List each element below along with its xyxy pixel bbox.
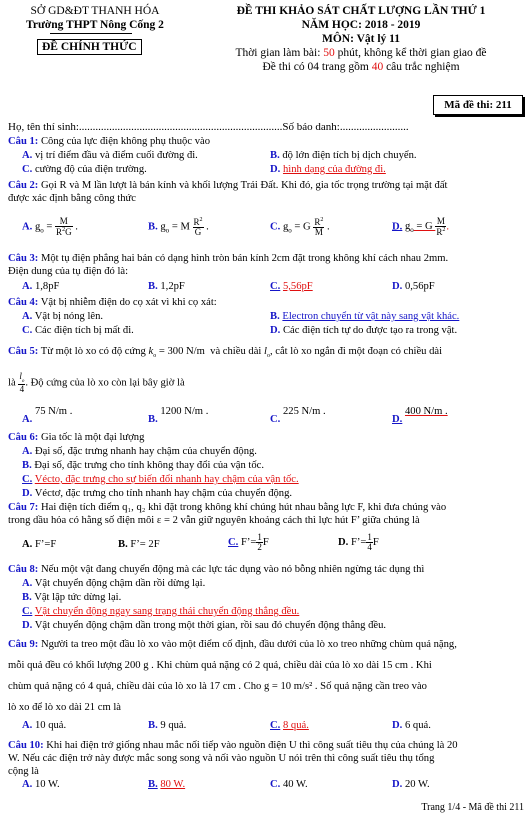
option-d[interactable]: D. 0,56pF (392, 281, 435, 292)
question-text-2: trong dầu hỏa có hằng số điện môi ε = 2 vẫn giữ nguyên khoảng cách thì lực hút F’ giữa chúng là (8, 514, 420, 526)
option-c[interactable]: C. $g_o = G$ $\frac{R^2}{M}$ . (270, 217, 330, 237)
question-label: Câu 5: (8, 346, 39, 357)
question-label: Câu 2: (8, 180, 39, 191)
option-b[interactable]: B. Vật lập tức dừng lại. (22, 592, 122, 603)
option-c-correct[interactable]: C. Vật chuyển động ngay sang trạng thái chuyển động thẳng đều. (22, 606, 300, 617)
question-text-2: Điện dung của tụ điện đó là: (8, 265, 129, 277)
time-value: 50 (323, 47, 335, 60)
option-c-correct[interactable]: C. F’= $\frac{1}{2}$ F (228, 532, 269, 552)
question-6 (8, 432, 524, 445)
option-b[interactable]: B. 1200 N/m . (148, 406, 209, 425)
question-text: Công của lực điện không phụ thuộc vào (40, 136, 210, 147)
option-a[interactable]: A. vị trí điểm đầu và điểm cuối đường đi. (22, 150, 198, 161)
time-line (196, 46, 526, 60)
question-8 (8, 564, 524, 577)
question-label: Câu 7: (8, 502, 39, 513)
question-text: Nếu một vật đang chuyển động mà các lực tác dụng vào nó bỗng nhiên ngừng tác dụng thì (40, 564, 425, 575)
option-c[interactable]: C. cường độ của điện trường. (22, 164, 147, 175)
question-label: Câu 8: (8, 564, 39, 575)
option-c[interactable]: C. Các điện tích bị mất đi. (22, 325, 134, 336)
option-a[interactable]: A. 75 N/m . (22, 406, 73, 425)
question-5-line-2: là $\frac{l_o}{4}$ . Độ cứng của lò xo còn lại bây giờ là (8, 371, 185, 394)
exam-code-box: Mã đề thi: 211 (433, 95, 523, 115)
question-text-2: được xác định bằng công thức (8, 192, 136, 204)
option-b-correct[interactable]: B. 80 W. (148, 779, 186, 790)
question-text: Gia tốc là một đại lượng (40, 432, 145, 443)
option-b[interactable]: B. $g_o = M$ $\frac{R^2}{G}$ . (148, 217, 209, 237)
option-d-correct[interactable]: D. $g_o = G$ $\frac{M}{R^2}$ . (392, 216, 450, 237)
subject: MÔN: Vật lý 11 (321, 33, 401, 46)
header-divider (50, 33, 132, 34)
time-pre: Thời gian làm bài: (235, 47, 324, 60)
option-a[interactable]: A. 10 quả. (22, 720, 67, 731)
exam-title: ĐỀ THI KHẢO SÁT CHẤT LƯỢNG LẦN THỨ 1 (236, 5, 486, 17)
question-label: Câu 3: (8, 253, 39, 264)
header-right (196, 4, 526, 74)
option-c[interactable]: C. 225 N/m . (270, 406, 326, 425)
question-text: Gọi R và M lần lượt là bán kính và khối lượng Trái Đất. Khi đó, gia tốc trọng trường tại mặt đất (40, 180, 448, 191)
page-footer: Trang 1/4 - Mã đề thi 211 (421, 802, 524, 813)
question-5: Câu 5: Từ một lò xo có độ cứng $k_o = 300$ N/m và chiều dài $l_o$, cắt lò xo ngắn đi một đoạn có chiều dài (8, 346, 443, 360)
pages-value: 40 (371, 61, 384, 74)
student-info-line: Họ, tên thí sinh:..........................................................................Số báo danh:......................... (8, 121, 409, 133)
question-label: Câu 10: (8, 740, 44, 751)
question-text: Vật bị nhiễm điện do cọ xát vì khi cọ xát: (40, 297, 217, 308)
option-c-correct[interactable]: C. 5,56pF (270, 281, 313, 292)
option-a[interactable]: A. 1,8pF (22, 281, 60, 292)
question-label: Câu 9: (8, 639, 39, 650)
option-a[interactable]: A. 10 W. (22, 779, 60, 790)
header-left (10, 4, 180, 32)
option-d[interactable]: D. Các điện tích tự do được tạo ra trong vật. (270, 325, 458, 336)
option-a[interactable]: A. Đại số, đặc trưng nhanh hay chậm của chuyển động. (22, 446, 257, 457)
option-d[interactable]: D. 6 quả. (392, 720, 431, 731)
official-badge: ĐỀ CHÍNH THỨC (37, 39, 142, 55)
option-b-correct[interactable]: B. Electron chuyển từ vật này sang vật khác. (270, 311, 460, 322)
pages-post: câu trắc nghiệm (383, 61, 460, 74)
question-9: Câu 9: Người ta treo một đầu lò xo vào một điểm cố định, đầu dưới của lò xo treo những chùm quả nặng, mỗi quả đều có khối lượng 200 g . Khi chùm quả nặng có 2 quả, chiều dài của lò xo dài 15 cm . Khi chùm quả nặng có 4 quả, chiều dài của lò xo là 17 cm . Cho g = 10 m/s² . Số quả nặng cần treo vào lò xo để lò xo dài 21 cm là (8, 639, 457, 713)
option-b[interactable]: B. 9 quả. (148, 720, 187, 731)
question-1 (8, 136, 524, 149)
pages-pre: Đề thi có 04 trang gồm (262, 61, 372, 74)
option-a[interactable]: A. $g_o$ = $\frac{M}{R^2G}$ . (22, 216, 78, 237)
option-d[interactable]: D. 20 W. (392, 779, 430, 790)
question-text: Một tụ điện phẳng hai bản có dạng hình tròn bán kính 2cm đặt trong không khí cách nhau 2mm. (40, 253, 449, 264)
question-7 (8, 502, 524, 528)
option-d[interactable]: D. Véctơ, đặc trưng cho tính nhanh hay chậm của chuyển động. (22, 488, 293, 499)
option-d-correct[interactable]: D. hình dạng của đường đi. (270, 164, 386, 175)
option-c-correct[interactable]: C. 8 quả. (270, 720, 309, 731)
option-c-correct[interactable]: C. Vécto, đặc trưng cho sự biến đổi nhanh hay chậm của vận tốc. (22, 474, 299, 485)
option-b[interactable]: B. F’= 2F (118, 539, 160, 550)
option-a[interactable]: A. F’=F (22, 539, 57, 550)
option-a[interactable]: A. Vật chuyển động chậm dần rồi dừng lại. (22, 578, 206, 589)
option-d[interactable]: D. Vật chuyển động chậm dần trong một thời gian, rồi sau đó chuyển động thẳng đều. (22, 620, 387, 631)
option-b[interactable]: B. Đại số, đặc trưng cho tính không thay đổi của vận tốc. (22, 460, 265, 471)
question-4 (8, 297, 524, 310)
question-label: Câu 6: (8, 432, 39, 443)
pages-line (196, 60, 526, 74)
school-year: NĂM HỌC: 2018 - 2019 (301, 19, 421, 32)
option-a[interactable]: A. Vật bị nóng lên. (22, 311, 104, 322)
option-b[interactable]: B. 1,2pF (148, 281, 185, 292)
option-c[interactable]: C. 40 W. (270, 779, 308, 790)
option-d[interactable]: D. F’= $\frac{1}{4}$ F (338, 532, 379, 552)
time-post: phút, không kể thời gian giao đề (334, 47, 487, 60)
question-10: Câu 10: Khi hai điện trở giống nhau mắc nối tiếp vào nguồn điện U thì công suất tiêu thụ của chúng là 20 W. Nếu các điện trở này được mắc song song và nối vào nguồn U nói trên thì công suất tiêu thụ tổng cộng là (8, 740, 458, 777)
question-label: Câu 4: (8, 297, 39, 308)
question-2 (8, 180, 524, 206)
option-b[interactable]: B. độ lớn điện tích bị dịch chuyển. (270, 150, 417, 161)
dept-name: SỞ GD&ĐT THANH HÓA (30, 5, 160, 17)
school-name: Trường THPT Nông Cống 2 (26, 19, 164, 32)
question-text: Hai điện tích điểm q₁, q₂ khi đặt trong không khí chúng hút nhau bằng lực F, khi đưa chúng vào (40, 502, 447, 513)
option-d-correct[interactable]: D. 400 N/m . (392, 406, 448, 425)
question-label: Câu 1: (8, 136, 39, 147)
question-3 (8, 253, 524, 279)
